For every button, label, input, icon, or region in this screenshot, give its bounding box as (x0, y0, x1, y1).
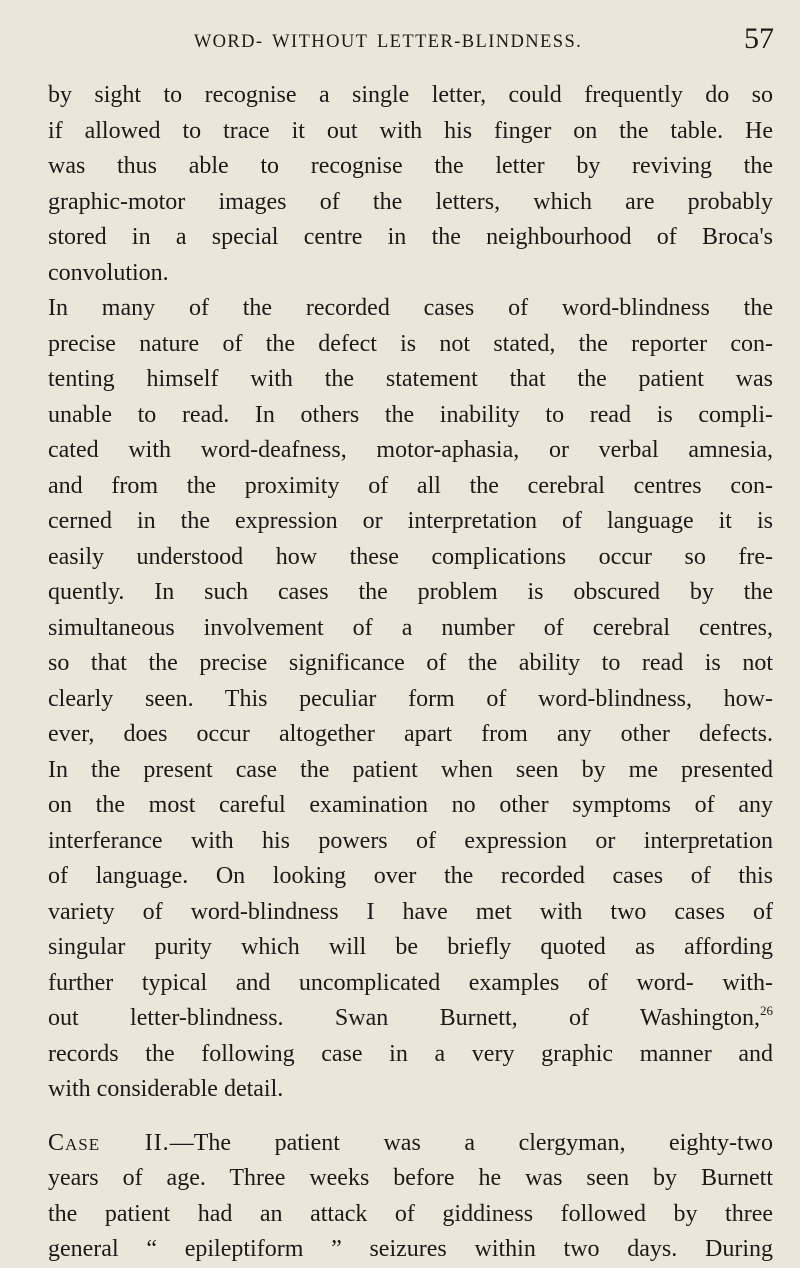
text-line: stored in a special centre in the neighbourhood of Broca's (48, 224, 773, 250)
text-line: further typical and uncomplicated examples of word- with- (48, 969, 773, 996)
text-line: unable to read. In others the inability to read is compli- (48, 401, 773, 428)
text-line: tenting himself with the statement that the patient was (48, 366, 773, 392)
text-line: convolution. (48, 259, 169, 286)
text-line: simultaneous involvement of a number of cerebral centres, (48, 614, 773, 641)
text-line: general “ epileptiform ” seizures within two days. During (48, 1236, 773, 1262)
text-line: precise nature of the defect is not stated, the reporter con- (48, 330, 773, 357)
text-line: clearly seen. This peculiar form of word-blindness, how- (48, 685, 773, 712)
text-line: records the following case in a very graphic manner and (48, 1040, 773, 1067)
text-line: singular purity which will be briefly quoted as affording (48, 934, 773, 960)
text-line: graphic-motor images of the letters, which are probably (48, 188, 773, 215)
text-line: out letter-blindness. Swan Burnett, of Washington, (48, 1005, 760, 1031)
text-line: if allowed to trace it out with his finger on the table. He (48, 117, 773, 144)
text-line: so that the precise significance of the ability to read is not (48, 650, 773, 676)
text-line: on the most careful examination no other symptoms of any (48, 792, 773, 818)
text-line: the patient had an attack of giddiness followed by three (48, 1200, 773, 1227)
text-line: years of age. Three weeks before he was seen by Burnett (48, 1165, 773, 1191)
text-line: In the present case the patient when seen by me presented (48, 756, 773, 783)
text-line: was thus able to recognise the letter by reviving the (48, 153, 773, 179)
running-head (48, 18, 774, 70)
text-line: In many of the recorded cases of word-blindness the (48, 295, 773, 321)
text-line: of language. On looking over the recorded cases of this (48, 863, 773, 889)
text-line: easily understood how these complications occur so fre- (48, 543, 773, 570)
text-line: with considerable detail. (48, 1076, 284, 1102)
text-line: cerned in the expression or interpretation of language it is (48, 508, 773, 534)
text-line: cated with word-deafness, motor-aphasia, or verbal amnesia, (48, 437, 773, 463)
text-line: —The patient was a clergyman, eighty-two (169, 1129, 773, 1156)
page-number: 57 (744, 22, 774, 55)
text-line: quently. In such cases the problem is obscured by the (48, 579, 773, 605)
text-line: ever, does occur altogether apart from any other defects. (48, 721, 773, 747)
case-first-line (48, 1126, 773, 1162)
text-line: variety of word-blindness I have met with two cases of (48, 898, 773, 925)
text-line: interferance with his powers of expression or interpretation (48, 827, 773, 854)
case-label: Case II. (48, 1129, 170, 1156)
text-line-with-footnote (48, 1001, 773, 1037)
text-line: by sight to recognise a single letter, could frequently do so (48, 82, 773, 108)
text-line: and from the proximity of all the cerebral centres con- (48, 472, 773, 499)
running-title: WORD- WITHOUT LETTER-BLINDNESS. (193, 32, 583, 52)
footnote-reference: 26 (760, 1003, 773, 1018)
